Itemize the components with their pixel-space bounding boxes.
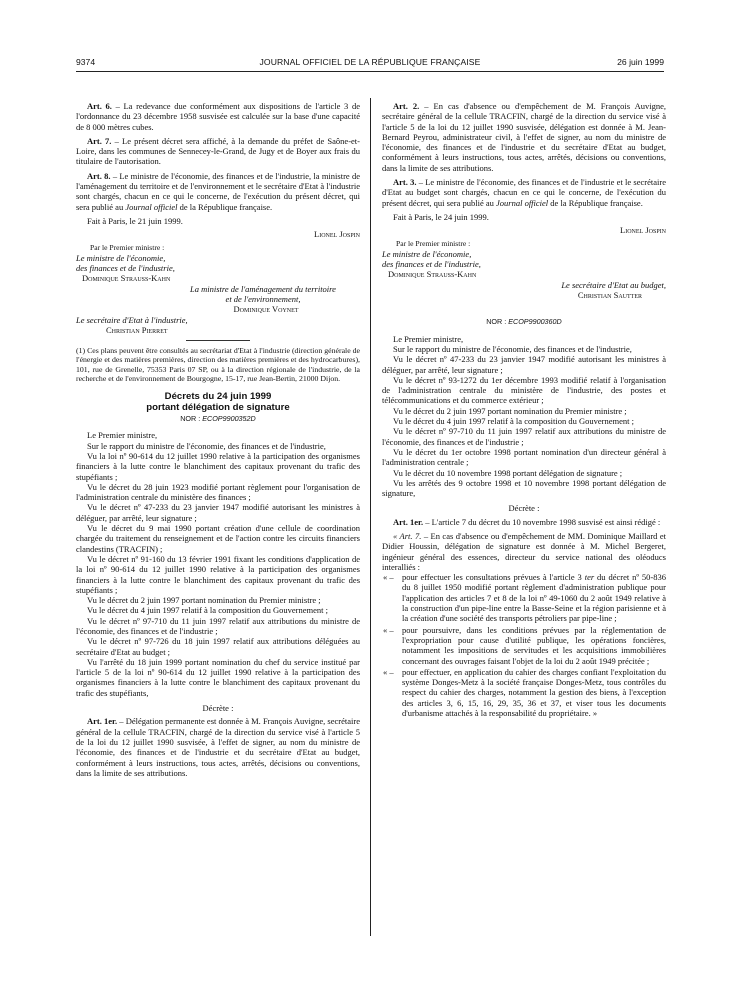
visa: Sur le rapport du ministre de l'économie, des finances et de l'industrie, bbox=[393, 343, 632, 354]
article-7-text: « Art. 7. – En cas d'absence ou d'empêchement de MM. Dominique Maillard et Didier Houssin, délégation de signature est donnée à M. Michel Bergeret, ingénieur général des essences, directeur du service national des oléoducs interalliés : bbox=[382, 530, 666, 572]
article-6: Art. 6. – La redevance due conformément aux dispositions de l'article 3 de l'ordonnance du 23 décembre 1958 susvisée est calculée sur la base d'une capacité de 8 000 mètres cubes. bbox=[76, 101, 360, 132]
par-le-premier-ministre: Par le Premier ministre : bbox=[90, 242, 165, 252]
signature-pm: Lionel Jospin bbox=[314, 229, 360, 240]
article-1: Art. 1er. – L'article 7 du décret du 10 novembre 1998 susvisé est ainsi rédigé : bbox=[393, 516, 661, 527]
min-eco-title-1: Le ministre de l'économie, bbox=[382, 248, 472, 259]
left-column bbox=[76, 101, 360, 778]
min-env-title-1: La ministre de l'aménagement du territoire bbox=[190, 283, 336, 294]
visa: Vu le décret nº 93-1272 du 1er décembre 1993 modifié relatif à l'organisation de l'administration centrale du ministère de l'industrie, des postes et télécommunications et du commerce extérieur ; bbox=[382, 374, 666, 406]
article-7: Art. 7. – Le présent décret sera affiché, à la demande du préfet de Saône-et-Loire, dans les communes de Sennecey-le-Grand, de Jugy et de Boyer aux frais du titulaire de l'autorisation. bbox=[76, 135, 360, 167]
issue-date: 26 juin 1999 bbox=[617, 57, 664, 67]
visa: Vu le décret nº 97-710 du 11 juin 1997 relatif aux attributions du ministre de l'économie, des finances et de l'industrie ; bbox=[382, 426, 666, 447]
visa: Vu le décret nº 97-710 du 11 juin 1997 relatif aux attributions du ministre de l'économie, des finances et de l'industrie ; bbox=[76, 615, 360, 636]
visa: Vu le décret nº 47-233 du 23 janvier 1947 modifié autorisant les ministres à déléguer, par arrêté, leur signature ; bbox=[382, 354, 666, 375]
visa: Vu le décret du 4 juin 1997 relatif à la composition du Gouvernement ; bbox=[393, 416, 634, 427]
header-rule bbox=[76, 71, 664, 72]
visa: Vu le décret nº 91-160 du 13 février 1991 fixant les conditions d'application de la loi nº 90-614 du 12 juillet 1990 relative à la participation des organismes financiers à la lutte contre le blanchiment des capitaux provenant du trafic des stupéfiants ; bbox=[76, 553, 360, 595]
visa: Vu la loi nº 90-614 du 12 juillet 1990 relative à la participation des organismes financiers à la lutte contre le blanchiment des capitaux provenant du trafic des stupéfiants ; bbox=[76, 450, 360, 482]
decrete: Décrète : bbox=[508, 503, 540, 514]
visa: Vu le décret du 4 juin 1997 relatif à la composition du Gouvernement ; bbox=[87, 605, 328, 616]
visa: Vu le décret nº 47-233 du 23 janvier 1947 modifié autorisant les ministres à déléguer, par arrêté, leur signature ; bbox=[76, 502, 360, 523]
nor-reference: NOR : ECOP9900352D bbox=[180, 414, 256, 424]
signatories bbox=[382, 239, 666, 301]
delegation-list bbox=[382, 572, 666, 718]
min-eco-name: Dominique Strauss-Kahn bbox=[82, 273, 171, 284]
visa: Vu le décret du 9 mai 1990 portant création d'une cellule de coordination chargée du traitement du renseignement et de l'action contre les circuits financiers clandestins (TRACFIN) ; bbox=[76, 523, 360, 554]
visa: Le Premier ministre, bbox=[87, 430, 158, 441]
decree-title bbox=[76, 391, 360, 413]
list-item: « – pour effectuer, en application du cahier des charges confiant l'exploitation du système Donges-Metz à la société française Donges-Metz, tous contrôles du respect du cahier des charges, notamment la gestion des biens, à l'exception des articles 3, 6, 15, 16, 29, 35, 36 et 37, et viser tous les documents d'urbanisme attachés à la responsabilité du propriétaire. » bbox=[383, 666, 666, 719]
nor-reference: NOR : ECOP9900360D bbox=[486, 317, 562, 327]
sec-bud-block bbox=[382, 280, 666, 301]
visa: Vu le décret du 10 novembre 1998 portant délégation de signature ; bbox=[393, 467, 623, 478]
decrete: Décrète : bbox=[202, 703, 234, 714]
min-eco-title-1: Le ministre de l'économie, bbox=[76, 252, 166, 263]
visa: Le Premier ministre, bbox=[393, 333, 464, 344]
min-env-block bbox=[76, 284, 360, 315]
footnote-separator bbox=[186, 340, 250, 341]
article-3: Art. 3. – Le ministre de l'économie, des finances et de l'industrie et le secrétaire d'Etat au budget sont chargés, chacun en ce qui le concerne, de l'exécution du présent décret, qui sera publié au Journal officiel de la République française. bbox=[382, 177, 666, 208]
par-le-premier-ministre: Par le Premier ministre : bbox=[396, 238, 471, 248]
visa: Sur le rapport du ministre de l'économie, des finances et de l'industrie, bbox=[87, 440, 326, 451]
decree-title-line-1: Décrets du 24 juin 1999 bbox=[164, 391, 272, 403]
min-env-name: Dominique Voynet bbox=[233, 304, 299, 315]
visa: Vu les arrêtés des 9 octobre 1998 et 10 novembre 1998 portant délégation de signature, bbox=[382, 477, 666, 499]
list-item: « – pour poursuivre, dans les conditions prévues par la réglementation de l'expropriation pour cause d'utilité publique, les opérations foncières, notamment les impositions de servitudes et les acquisitions immobilières concernant des ouvrages faisant l'objet de la loi du 2 août 1949 précitée ; bbox=[383, 624, 666, 666]
sec-bud-name: Christian Sautter bbox=[577, 290, 642, 301]
signatories bbox=[76, 243, 360, 336]
right-column bbox=[382, 101, 666, 719]
visa: Vu le décret du 2 juin 1997 portant nomination du Premier ministre ; bbox=[393, 405, 627, 416]
article-1: Art. 1er. – Délégation permanente est donnée à M. François Auvigne, secrétaire général de la cellule TRACFIN, chargé de la direction du service visé à l'article 5 de la loi du 12 juillet 1990 susvisée, à l'effet de signer, au nom du ministre de l'économie, des finances et de l'industrie et du secrétaire d'Etat au budget, conformément à leurs instructions, tous actes, arrêtés, décisions ou conventions, dans la limite de ses attributions. bbox=[76, 716, 360, 778]
visa: Vu le décret nº 97-726 du 18 juin 1997 relatif aux attributions déléguées au secrétaire d'Etat au budget ; bbox=[76, 636, 360, 657]
min-eco-title-2: des finances et de l'industrie, bbox=[382, 259, 481, 270]
decree-title-line-2: portant délégation de signature bbox=[146, 402, 290, 414]
page-header bbox=[76, 56, 664, 68]
list-item: « – pour effectuer les consultations prévues à l'article 3 ter du décret nº 50-836 du 8 juillet 1950 modifié portant règlement d'administration publique pour l'application des articles 7 et 8 de la loi nº 49-1060 du 2 août 1949 relative à la construction d'un pipe-line entre la Basse-Seine et la région parisienne et à la création d'une société des transports pétroliers par pipe-line ; bbox=[383, 572, 666, 624]
journal-title: JOURNAL OFFICIEL DE LA RÉPUBLIQUE FRANÇAISE bbox=[259, 57, 481, 67]
visa: Vu le décret du 2 juin 1997 portant nomination du Premier ministre ; bbox=[87, 595, 321, 606]
column-divider bbox=[370, 98, 371, 936]
sec-ind-name: Christian Pierret bbox=[106, 324, 168, 335]
page-number: 9374 bbox=[76, 57, 96, 67]
signature-pm: Lionel Jospin bbox=[620, 225, 666, 236]
fait-a-paris: Fait à Paris, le 21 juin 1999. bbox=[87, 215, 183, 226]
visa: Vu l'arrêté du 18 juin 1999 portant nomination du chef du service institué par l'article 5 de la loi nº 90-614 du 12 juillet 1990 relative à la participation des organismes financiers à la lutte contre le blanchiment des capitaux provenant du trafic des stupéfiants, bbox=[76, 656, 360, 698]
fait-a-paris: Fait à Paris, le 24 juin 1999. bbox=[393, 211, 489, 222]
article-8: Art. 8. – Le ministre de l'économie, des finances et de l'industrie, la ministre de l'aménagement du territoire et de l'environnement et le secrétaire d'Etat à l'industrie sont chargés, chacun en ce qui le concerne, de l'exécution du présent décret, qui sera publié au Journal officiel de la République française. bbox=[76, 170, 360, 212]
visa: Vu le décret du 1er octobre 1998 portant nomination d'un directeur général à l'administration centrale ; bbox=[382, 446, 666, 468]
footnote: (1) Ces plans peuvent être consultés au secrétariat d'Etat à l'industrie (direction générale de l'énergie et des matières premières, direction des matières premières et des hydrocarbures), 101, rue de Grenelle, 75353 Paris 07 SP, ou à la direction régionale de l'industrie, de la recherche et de l'environnement de Bourgogne, 15-17, rue Jean-Bertin, 21000 Dijon. bbox=[76, 346, 360, 383]
article-2: Art. 2. – En cas d'absence ou d'empêchement de M. François Auvigne, secrétaire général de la cellule TRACFIN, chargé de la direction du service visé à l'article 5 de la loi du 12 juillet 1990 susvisée, délégation est donnée à M. Jean-Bernard Peyrou, administrateur civil, à l'effet de signer, au nom du ministre de l'économie, des finances et de l'industrie et du secrétaire d'Etat au budget, conformément à leurs instructions, tous actes, arrêtés, décisions ou conventions, dans la limite de ses attributions. bbox=[382, 101, 666, 173]
sec-ind-title: Le secrétaire d'Etat à l'industrie, bbox=[76, 314, 188, 325]
min-eco-title-2: des finances et de l'industrie, bbox=[76, 263, 175, 274]
sec-bud-title: Le secrétaire d'Etat au budget, bbox=[561, 279, 666, 290]
visa: Vu le décret du 28 juin 1923 modifié portant règlement pour l'organisation de l'administration centrale du ministère des finances ; bbox=[76, 481, 360, 503]
min-env-title-2: et de l'environnement, bbox=[225, 294, 301, 305]
min-eco-name: Dominique Strauss-Kahn bbox=[388, 269, 477, 280]
